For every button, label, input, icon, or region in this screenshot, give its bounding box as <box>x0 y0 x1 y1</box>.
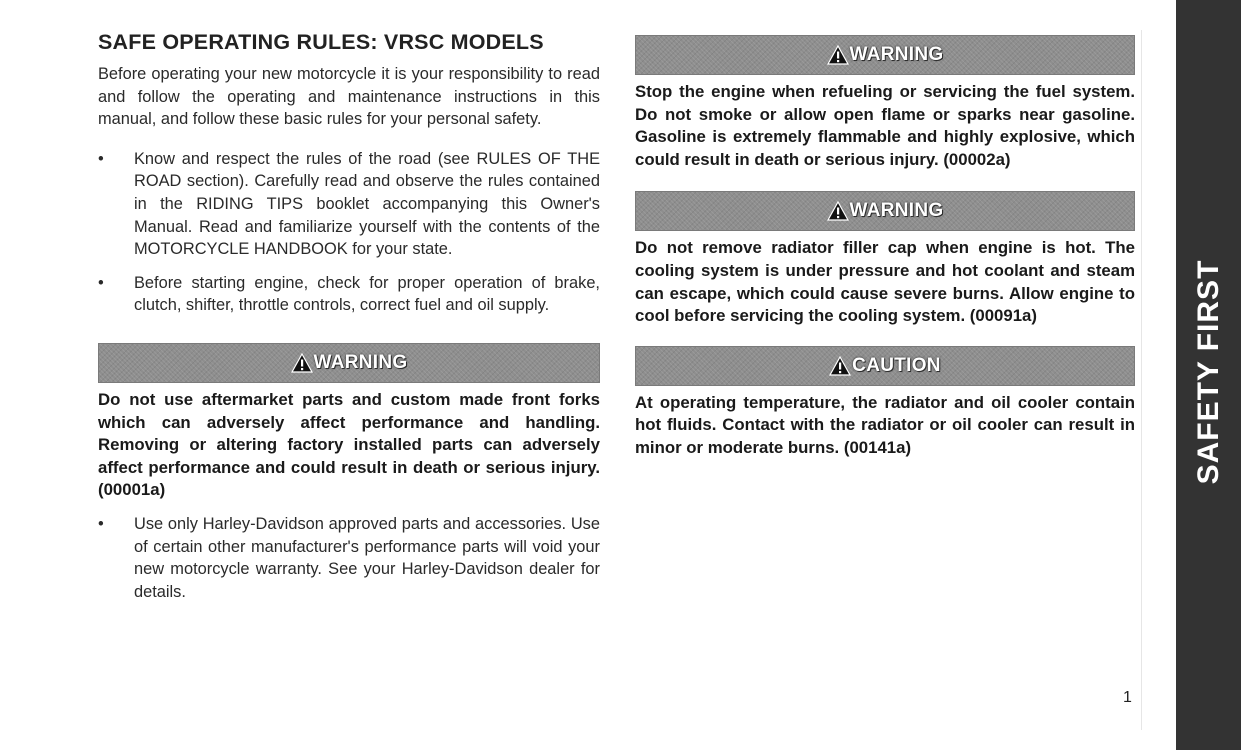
caution-banner <box>635 346 1135 386</box>
bullet-text: Before starting engine, check for proper operation of brake, clutch, shifter, throttle controls, correct fuel and oil supply. <box>134 273 600 315</box>
warning-banner <box>635 35 1135 75</box>
warning-label: WARNING <box>849 44 944 65</box>
warning-triangle-icon <box>291 353 313 373</box>
warning-label: WARNING <box>849 200 944 222</box>
right-column <box>635 35 1135 460</box>
warning-text: Do not use aftermarket parts and custom made front forks which can adversely affect performance and handling. Removing or altering factory installed parts can adversely affect performance and could result in death or serious injury. (00001a) <box>98 389 600 500</box>
list-item <box>98 513 600 603</box>
section-tab-label: SAFETY FIRST <box>1191 259 1225 485</box>
list-item <box>98 148 600 261</box>
bullet-text: Use only Harley-Davidson approved parts and accessories. Use of certain other manufacturer's performance parts will void your new motorcycle warranty. See your Harley-Davidson dealer for details. <box>134 514 600 601</box>
bullet-symbol: • <box>98 514 104 533</box>
left-column <box>98 30 600 603</box>
bullet-text: Know and respect the rules of the road (see RULES OF THE ROAD section). Carefully read and observe the rules contained in the RIDING TIPS booklet accompanying this Owner's Manual. Read and familiarize yourself with the contents of the MOTORCYCLE HANDBOOK for your state. <box>134 149 600 259</box>
warning-text: Do not remove radiator filler cap when engine is hot. The cooling system is under pressure and hot coolant and steam can escape, which could cause severe burns. Allow engine to cool before servicing the cooling system. (00091a) <box>635 238 1135 326</box>
intro-paragraph: Before operating your new motorcycle it is your responsibility to read and follow the operating and maintenance instructions in this manual, and follow these basic rules for your personal safety. <box>98 65 600 129</box>
page-number: 1 <box>1123 689 1132 706</box>
warning-text: Stop the engine when refueling or servicing the fuel system. Do not smoke or allow open flame or sparks near gasoline. Gasoline is extremely flammable and highly explosive, which could result in death or serious injury. (00002a) <box>635 82 1135 169</box>
bullet-symbol: • <box>98 273 104 292</box>
warning-label: WARNING <box>313 351 408 373</box>
caution-label: CAUTION <box>852 354 941 376</box>
warning-triangle-icon <box>829 356 851 376</box>
list-item <box>98 272 600 317</box>
bullet-symbol: • <box>98 149 104 168</box>
caution-text: At operating temperature, the radiator and oil cooler contain hot fluids. Contact with the radiator or oil cooler can result in minor or moderate burns. (00141a) <box>635 392 1135 457</box>
warning-triangle-icon <box>827 45 849 65</box>
warning-banner <box>98 343 600 383</box>
section-tab <box>1176 0 1241 750</box>
warning-banner <box>635 191 1135 231</box>
column-divider <box>1141 30 1142 730</box>
warning-triangle-icon <box>827 201 849 221</box>
page-title: SAFE OPERATING RULES: VRSC MODELS <box>98 30 544 54</box>
